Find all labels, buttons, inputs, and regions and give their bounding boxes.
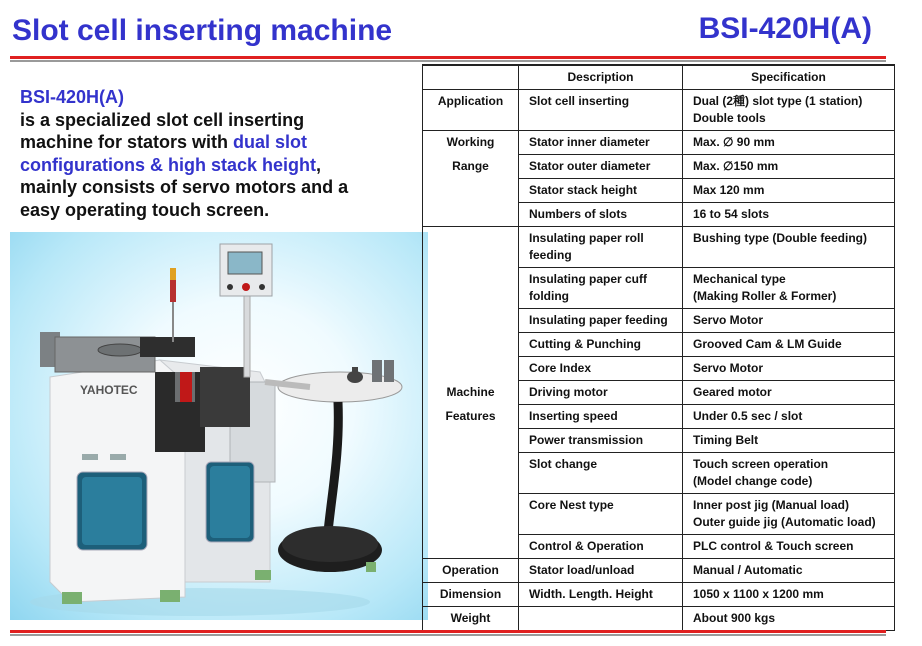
row-desc: Stator load/unload: [519, 559, 683, 583]
row-spec: Geared motor: [683, 381, 895, 405]
row-spec: 16 to 54 slots: [683, 203, 895, 227]
group-dimension: Dimension: [423, 583, 519, 607]
row-spec: PLC control & Touch screen: [683, 535, 895, 559]
group-features: Features: [423, 405, 519, 429]
row-desc: Core Index: [519, 357, 683, 381]
table-header-row: [423, 65, 895, 90]
row-spec: Servo Motor: [683, 357, 895, 381]
intro-text-2: , mainly consists of servo motors and a easy operating touch screen.: [20, 154, 349, 220]
header-cell-specification: Specification: [683, 65, 895, 90]
row-desc: Stator stack height: [519, 179, 683, 203]
row-desc: Inserting speed: [519, 405, 683, 429]
row-spec: Max 120 mm: [683, 179, 895, 203]
spec-table: [422, 64, 895, 631]
table-row: [423, 203, 895, 227]
page-title: Slot cell inserting machine: [12, 14, 393, 47]
intro-highlight: dual slot configurations & high stack height: [20, 132, 317, 175]
row-desc: Stator outer diameter: [519, 155, 683, 179]
table-row: [423, 381, 895, 405]
row-desc: Slot change: [519, 453, 683, 494]
machine-illustration: [10, 232, 428, 620]
row-spec: Mechanical type (Making Roller & Former): [683, 268, 895, 309]
row-desc: [519, 607, 683, 631]
table-row: [423, 131, 895, 155]
table-row: [423, 405, 895, 429]
row-spec: Grooved Cam & LM Guide: [683, 333, 895, 357]
table-row: [423, 268, 895, 309]
row-desc: Power transmission: [519, 429, 683, 453]
row-spec: Inner post jig (Manual load) Outer guide jig (Automatic load): [683, 494, 895, 535]
brand-logo: YAHOTEC: [80, 383, 138, 397]
group-range: Range: [423, 155, 519, 179]
row-desc: Cutting & Punching: [519, 333, 683, 357]
table-row: [423, 583, 895, 607]
table-row: [423, 494, 895, 535]
row-spec: Servo Motor: [683, 309, 895, 333]
group-machine: Machine: [423, 381, 519, 405]
row-spec: About 900 kgs: [683, 607, 895, 631]
table-row: [423, 155, 895, 179]
table-row: [423, 309, 895, 333]
row-spec: Timing Belt: [683, 429, 895, 453]
row-desc: Driving motor: [519, 381, 683, 405]
table-row: [423, 429, 895, 453]
group-application: Application: [423, 90, 519, 131]
row-spec: Bushing type (Double feeding): [683, 227, 895, 268]
row-spec: Touch screen operation (Model change code): [683, 453, 895, 494]
table-row: [423, 357, 895, 381]
table-row: [423, 535, 895, 559]
group-weight: Weight: [423, 607, 519, 631]
table-row: [423, 227, 895, 268]
row-desc: Core Nest type: [519, 494, 683, 535]
row-spec: Max. ∅150 mm: [683, 155, 895, 179]
row-spec: 1050 x 1100 x 1200 mm: [683, 583, 895, 607]
table-row: [423, 90, 895, 131]
header-cell-description: Description: [519, 65, 683, 90]
intro-model: BSI-420H(A): [20, 87, 125, 107]
group-operation: Operation: [423, 559, 519, 583]
row-desc: Stator inner diameter: [519, 131, 683, 155]
intro-text: [20, 86, 360, 221]
row-desc: Insulating paper roll feeding: [519, 227, 683, 268]
header-cell-blank: [423, 65, 519, 90]
header-rule-red: [10, 56, 886, 59]
row-desc: Width. Length. Height: [519, 583, 683, 607]
table-row: [423, 179, 895, 203]
machine-photo: [10, 232, 428, 620]
group-working: Working: [423, 131, 519, 155]
header-rule-gray: [10, 60, 886, 62]
table-row: [423, 333, 895, 357]
row-spec: Max. ∅ 90 mm: [683, 131, 895, 155]
model-number: BSI-420H(A): [698, 12, 872, 45]
row-spec: Dual (2種) slot type (1 station) Double tools: [683, 90, 895, 131]
table-row: [423, 453, 895, 494]
row-desc: Numbers of slots: [519, 203, 683, 227]
table-row: [423, 607, 895, 631]
row-desc: Control & Operation: [519, 535, 683, 559]
row-spec: Under 0.5 sec / slot: [683, 405, 895, 429]
footer-rule-red: [10, 630, 886, 633]
footer-rule-gray: [10, 634, 886, 636]
table-row: [423, 559, 895, 583]
row-desc: Insulating paper cuff folding: [519, 268, 683, 309]
intro-text-1: is a specialized slot cell inserting machine for stators with: [20, 109, 305, 152]
row-desc: Insulating paper feeding: [519, 309, 683, 333]
row-spec: Manual / Automatic: [683, 559, 895, 583]
row-desc: Slot cell inserting: [519, 90, 683, 131]
